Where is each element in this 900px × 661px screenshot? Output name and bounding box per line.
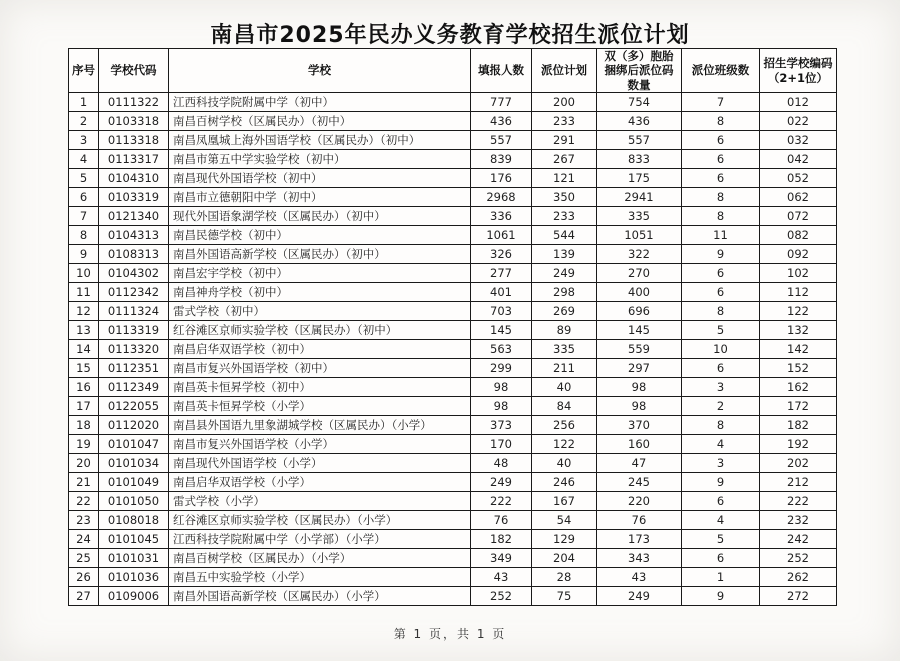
cell-school-code: 0111322 [99,93,169,112]
table-row [69,492,837,511]
table-row [69,473,837,492]
cell-lottery-classes: 8 [682,416,760,435]
cell-lottery-classes: 5 [682,530,760,549]
table-row [69,530,837,549]
cell-school-id: 232 [760,511,837,530]
cell-index: 6 [69,188,99,207]
cell-applicants: 563 [471,340,532,359]
cell-index: 23 [69,511,99,530]
cell-school-code: 0113318 [99,131,169,150]
cell-school-code: 0101031 [99,549,169,568]
cell-lottery-classes: 11 [682,226,760,245]
cell-lottery-plan: 246 [532,473,597,492]
table-row [69,283,837,302]
cell-index: 10 [69,264,99,283]
cell-school-name: 南昌英卡恒昇学校（小学） [169,397,471,416]
cell-lottery-plan: 40 [532,378,597,397]
table-row [69,188,837,207]
cell-twin-bundled-codes: 2941 [597,188,682,207]
cell-school-id: 212 [760,473,837,492]
cell-school-name: 南昌百树学校（区属民办）（初中） [169,112,471,131]
cell-school-id: 092 [760,245,837,264]
cell-school-code: 0112351 [99,359,169,378]
cell-applicants: 326 [471,245,532,264]
cell-school-name: 南昌宏宇学校（初中） [169,264,471,283]
cell-school-id: 072 [760,207,837,226]
cell-school-code: 0122055 [99,397,169,416]
cell-school-name: 南昌市复兴外国语学校（初中） [169,359,471,378]
cell-school-name: 江西科技学院附属中学（小学部）（小学） [169,530,471,549]
cell-school-name: 雷式学校（初中） [169,302,471,321]
cell-school-name: 江西科技学院附属中学（初中） [169,93,471,112]
cell-applicants: 777 [471,93,532,112]
cell-lottery-plan: 291 [532,131,597,150]
cell-index: 13 [69,321,99,340]
cell-lottery-plan: 167 [532,492,597,511]
cell-school-id: 062 [760,188,837,207]
cell-applicants: 249 [471,473,532,492]
cell-lottery-classes: 3 [682,454,760,473]
cell-lottery-classes: 6 [682,169,760,188]
cell-applicants: 98 [471,378,532,397]
cell-school-id: 162 [760,378,837,397]
cell-school-name: 南昌启华双语学校（小学） [169,473,471,492]
cell-applicants: 336 [471,207,532,226]
cell-school-id: 202 [760,454,837,473]
cell-school-code: 0112349 [99,378,169,397]
cell-index: 11 [69,283,99,302]
table-row [69,169,837,188]
cell-school-id: 192 [760,435,837,454]
cell-twin-bundled-codes: 145 [597,321,682,340]
cell-lottery-classes: 8 [682,302,760,321]
cell-lottery-classes: 6 [682,492,760,511]
cell-twin-bundled-codes: 696 [597,302,682,321]
cell-lottery-plan: 200 [532,93,597,112]
cell-school-id: 242 [760,530,837,549]
cell-lottery-classes: 6 [682,150,760,169]
cell-school-code: 0101047 [99,435,169,454]
cell-lottery-plan: 139 [532,245,597,264]
table-row [69,93,837,112]
cell-applicants: 557 [471,131,532,150]
cell-index: 9 [69,245,99,264]
cell-school-code: 0101045 [99,530,169,549]
cell-applicants: 2968 [471,188,532,207]
cell-school-code: 0112342 [99,283,169,302]
cell-school-name: 南昌外国语高新学校（区属民办）（小学） [169,587,471,606]
cell-school-id: 272 [760,587,837,606]
cell-applicants: 176 [471,169,532,188]
cell-school-code: 0112020 [99,416,169,435]
cell-index: 20 [69,454,99,473]
cell-school-id: 012 [760,93,837,112]
cell-school-code: 0101034 [99,454,169,473]
cell-twin-bundled-codes: 335 [597,207,682,226]
cell-twin-bundled-codes: 43 [597,568,682,587]
cell-index: 17 [69,397,99,416]
cell-school-code: 0101050 [99,492,169,511]
table-header [69,49,837,93]
table-row [69,454,837,473]
cell-school-id: 182 [760,416,837,435]
column-header-index: 序号 [69,49,99,93]
cell-applicants: 48 [471,454,532,473]
cell-index: 1 [69,93,99,112]
cell-lottery-classes: 4 [682,511,760,530]
cell-school-name: 现代外国语象湖学校（区属民办）（初中） [169,207,471,226]
cell-twin-bundled-codes: 160 [597,435,682,454]
cell-twin-bundled-codes: 245 [597,473,682,492]
cell-school-id: 122 [760,302,837,321]
cell-school-name: 南昌外国语高新学校（区属民办）（初中） [169,245,471,264]
cell-lottery-plan: 298 [532,283,597,302]
cell-school-code: 0103318 [99,112,169,131]
cell-lottery-classes: 9 [682,245,760,264]
column-header-lottery-plan: 派位计划 [532,49,597,93]
cell-lottery-classes: 6 [682,131,760,150]
cell-index: 12 [69,302,99,321]
cell-twin-bundled-codes: 343 [597,549,682,568]
cell-school-id: 172 [760,397,837,416]
cell-index: 24 [69,530,99,549]
table-row [69,226,837,245]
cell-index: 2 [69,112,99,131]
cell-lottery-plan: 84 [532,397,597,416]
cell-twin-bundled-codes: 833 [597,150,682,169]
table-row [69,549,837,568]
cell-school-code: 0109006 [99,587,169,606]
column-header-school-code: 学校代码 [99,49,169,93]
cell-twin-bundled-codes: 1051 [597,226,682,245]
cell-lottery-plan: 28 [532,568,597,587]
cell-school-name: 南昌现代外国语学校（小学） [169,454,471,473]
cell-lottery-classes: 3 [682,378,760,397]
cell-lottery-plan: 75 [532,587,597,606]
cell-school-name: 南昌启华双语学校（初中） [169,340,471,359]
cell-applicants: 349 [471,549,532,568]
cell-lottery-plan: 350 [532,188,597,207]
cell-twin-bundled-codes: 400 [597,283,682,302]
cell-school-id: 152 [760,359,837,378]
cell-lottery-plan: 122 [532,435,597,454]
page-number: 第 1 页，共 1 页 [393,627,507,641]
cell-school-id: 082 [760,226,837,245]
table-row [69,359,837,378]
cell-lottery-plan: 129 [532,530,597,549]
cell-school-code: 0104310 [99,169,169,188]
cell-lottery-plan: 233 [532,207,597,226]
cell-school-id: 102 [760,264,837,283]
cell-applicants: 401 [471,283,532,302]
table-row [69,511,837,530]
cell-twin-bundled-codes: 76 [597,511,682,530]
cell-lottery-classes: 2 [682,397,760,416]
cell-applicants: 98 [471,397,532,416]
cell-lottery-classes: 10 [682,340,760,359]
cell-twin-bundled-codes: 557 [597,131,682,150]
cell-index: 3 [69,131,99,150]
cell-index: 19 [69,435,99,454]
cell-applicants: 252 [471,587,532,606]
cell-twin-bundled-codes: 370 [597,416,682,435]
cell-index: 5 [69,169,99,188]
cell-index: 7 [69,207,99,226]
cell-lottery-classes: 9 [682,473,760,492]
cell-twin-bundled-codes: 98 [597,397,682,416]
cell-twin-bundled-codes: 98 [597,378,682,397]
cell-lottery-plan: 335 [532,340,597,359]
table-row [69,321,837,340]
cell-lottery-plan: 211 [532,359,597,378]
cell-school-id: 022 [760,112,837,131]
cell-school-name: 红谷滩区京师实验学校（区属民办）（小学） [169,511,471,530]
cell-index: 25 [69,549,99,568]
table-row [69,264,837,283]
cell-school-id: 112 [760,283,837,302]
table-row [69,378,837,397]
cell-school-name: 南昌县外国语九里象湖城学校（区属民办）（小学） [169,416,471,435]
cell-school-code: 0113320 [99,340,169,359]
table-row [69,568,837,587]
cell-applicants: 43 [471,568,532,587]
cell-twin-bundled-codes: 322 [597,245,682,264]
cell-index: 16 [69,378,99,397]
table-row [69,397,837,416]
table-row [69,150,837,169]
cell-lottery-plan: 40 [532,454,597,473]
cell-lottery-plan: 204 [532,549,597,568]
cell-school-name: 南昌市第五中学实验学校（初中） [169,150,471,169]
cell-school-name: 南昌神舟学校（初中） [169,283,471,302]
cell-school-code: 0101049 [99,473,169,492]
column-header-applicants: 填报人数 [471,49,532,93]
cell-lottery-classes: 4 [682,435,760,454]
cell-lottery-classes: 6 [682,359,760,378]
cell-applicants: 145 [471,321,532,340]
cell-school-id: 042 [760,150,837,169]
cell-lottery-classes: 1 [682,568,760,587]
cell-index: 8 [69,226,99,245]
cell-lottery-plan: 249 [532,264,597,283]
cell-school-name: 南昌民德学校（初中） [169,226,471,245]
cell-applicants: 703 [471,302,532,321]
cell-applicants: 277 [471,264,532,283]
cell-school-code: 0104302 [99,264,169,283]
cell-school-name: 南昌英卡恒昇学校（初中） [169,378,471,397]
table-row [69,207,837,226]
cell-school-code: 0113319 [99,321,169,340]
cell-twin-bundled-codes: 297 [597,359,682,378]
cell-index: 18 [69,416,99,435]
column-header-twin-bundled-codes: 双（多）胞胎捆绑后派位码数量 [597,49,682,93]
table-row [69,587,837,606]
cell-index: 14 [69,340,99,359]
cell-twin-bundled-codes: 47 [597,454,682,473]
cell-index: 21 [69,473,99,492]
cell-lottery-classes: 5 [682,321,760,340]
cell-index: 26 [69,568,99,587]
cell-twin-bundled-codes: 754 [597,93,682,112]
column-header-school-name: 学校 [169,49,471,93]
cell-school-code: 0103319 [99,188,169,207]
column-header-school-id: 招生学校编码（2+1位） [760,49,837,93]
cell-applicants: 299 [471,359,532,378]
table-row [69,245,837,264]
cell-applicants: 222 [471,492,532,511]
cell-lottery-plan: 54 [532,511,597,530]
cell-lottery-plan: 256 [532,416,597,435]
cell-applicants: 170 [471,435,532,454]
cell-applicants: 373 [471,416,532,435]
cell-school-id: 262 [760,568,837,587]
cell-applicants: 1061 [471,226,532,245]
cell-school-code: 0113317 [99,150,169,169]
cell-lottery-classes: 7 [682,93,760,112]
cell-index: 27 [69,587,99,606]
cell-applicants: 76 [471,511,532,530]
page-title: 南昌市2025年民办义务教育学校招生派位计划 [210,23,690,48]
cell-school-name: 南昌市立德朝阳中学（初中） [169,188,471,207]
cell-twin-bundled-codes: 270 [597,264,682,283]
cell-school-name: 红谷滩区京师实验学校（区属民办）（初中） [169,321,471,340]
cell-twin-bundled-codes: 173 [597,530,682,549]
cell-twin-bundled-codes: 559 [597,340,682,359]
cell-school-id: 052 [760,169,837,188]
cell-index: 4 [69,150,99,169]
table-row [69,416,837,435]
cell-twin-bundled-codes: 436 [597,112,682,131]
cell-school-id: 222 [760,492,837,511]
table-row [69,340,837,359]
cell-lottery-plan: 89 [532,321,597,340]
cell-school-code: 0108313 [99,245,169,264]
cell-school-name: 南昌现代外国语学校（初中） [169,169,471,188]
cell-lottery-plan: 267 [532,150,597,169]
lottery-plan-table [68,48,837,606]
cell-lottery-plan: 233 [532,112,597,131]
cell-school-name: 南昌五中实验学校（小学） [169,568,471,587]
cell-index: 22 [69,492,99,511]
table-row [69,302,837,321]
cell-lottery-classes: 8 [682,188,760,207]
cell-applicants: 839 [471,150,532,169]
cell-lottery-plan: 544 [532,226,597,245]
cell-lottery-classes: 9 [682,587,760,606]
cell-twin-bundled-codes: 220 [597,492,682,511]
column-header-lottery-classes: 派位班级数 [682,49,760,93]
cell-lottery-classes: 8 [682,207,760,226]
cell-school-id: 142 [760,340,837,359]
cell-school-id: 252 [760,549,837,568]
cell-school-name: 南昌凤凰城上海外国语学校（区属民办）（初中） [169,131,471,150]
cell-school-code: 0121340 [99,207,169,226]
cell-school-id: 132 [760,321,837,340]
cell-school-name: 南昌市复兴外国语学校（小学） [169,435,471,454]
cell-index: 15 [69,359,99,378]
cell-twin-bundled-codes: 175 [597,169,682,188]
cell-applicants: 182 [471,530,532,549]
cell-school-code: 0101036 [99,568,169,587]
cell-lottery-plan: 121 [532,169,597,188]
cell-school-code: 0111324 [99,302,169,321]
cell-school-code: 0108018 [99,511,169,530]
cell-lottery-classes: 6 [682,283,760,302]
table-row [69,435,837,454]
cell-lottery-classes: 6 [682,549,760,568]
cell-school-id: 032 [760,131,837,150]
table-row [69,131,837,150]
cell-school-code: 0104313 [99,226,169,245]
cell-applicants: 436 [471,112,532,131]
cell-school-name: 南昌百树学校（区属民办）（小学） [169,549,471,568]
cell-twin-bundled-codes: 249 [597,587,682,606]
cell-lottery-classes: 8 [682,112,760,131]
cell-lottery-classes: 6 [682,264,760,283]
cell-school-name: 雷式学校（小学） [169,492,471,511]
cell-lottery-plan: 269 [532,302,597,321]
table-row [69,112,837,131]
